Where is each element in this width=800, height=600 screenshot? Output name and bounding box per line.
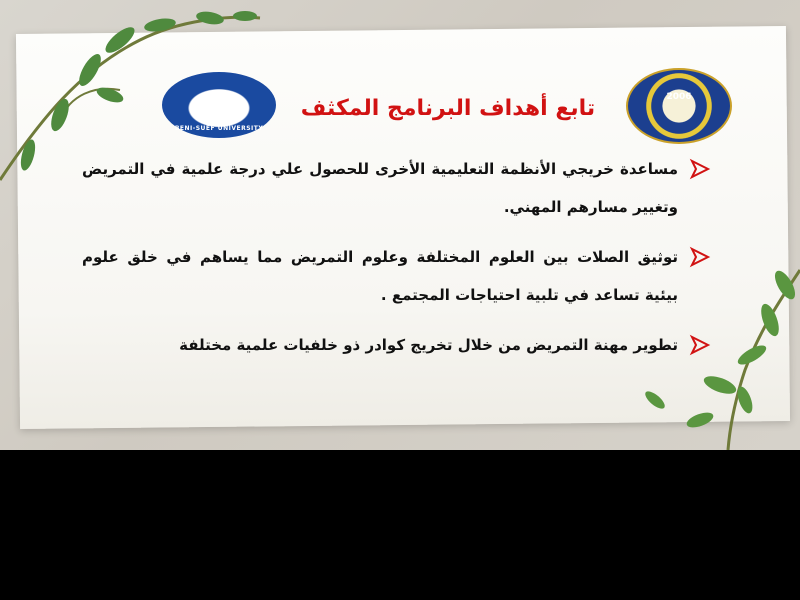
bullet-item <box>82 150 712 226</box>
arrowhead-bullet-icon <box>686 332 712 358</box>
arrowhead-bullet-icon <box>686 156 712 182</box>
faculty-logo-year: 2006 <box>666 92 692 102</box>
faculty-logo <box>626 68 732 144</box>
slide-title: تابع أهداف البرنامج المكثف <box>300 96 596 121</box>
bullet-item <box>82 326 712 364</box>
arrowhead-bullet-icon <box>686 244 712 270</box>
bullet-text: توثيق الصلات بين العلوم المختلفة وعلوم التمريض مما يساهم في خلق علوم بيئية تساعد في تلبية احتياجات المجتمع . <box>82 248 678 304</box>
bullet-item <box>82 238 712 314</box>
university-logo-text: BENI-SUEF UNIVERSITY <box>174 125 264 132</box>
university-logo <box>162 72 276 138</box>
bullet-text: تطوير مهنة التمريض من خلال تخريج كوادر ذو خلفيات علمية مختلفة <box>179 336 678 354</box>
bullet-text: مساعدة خريجي الأنظمة التعليمية الأخرى للحصول علي درجة علمية في التمريض وتغيير مسارهم المهني. <box>82 160 678 216</box>
bullet-list <box>82 150 712 376</box>
